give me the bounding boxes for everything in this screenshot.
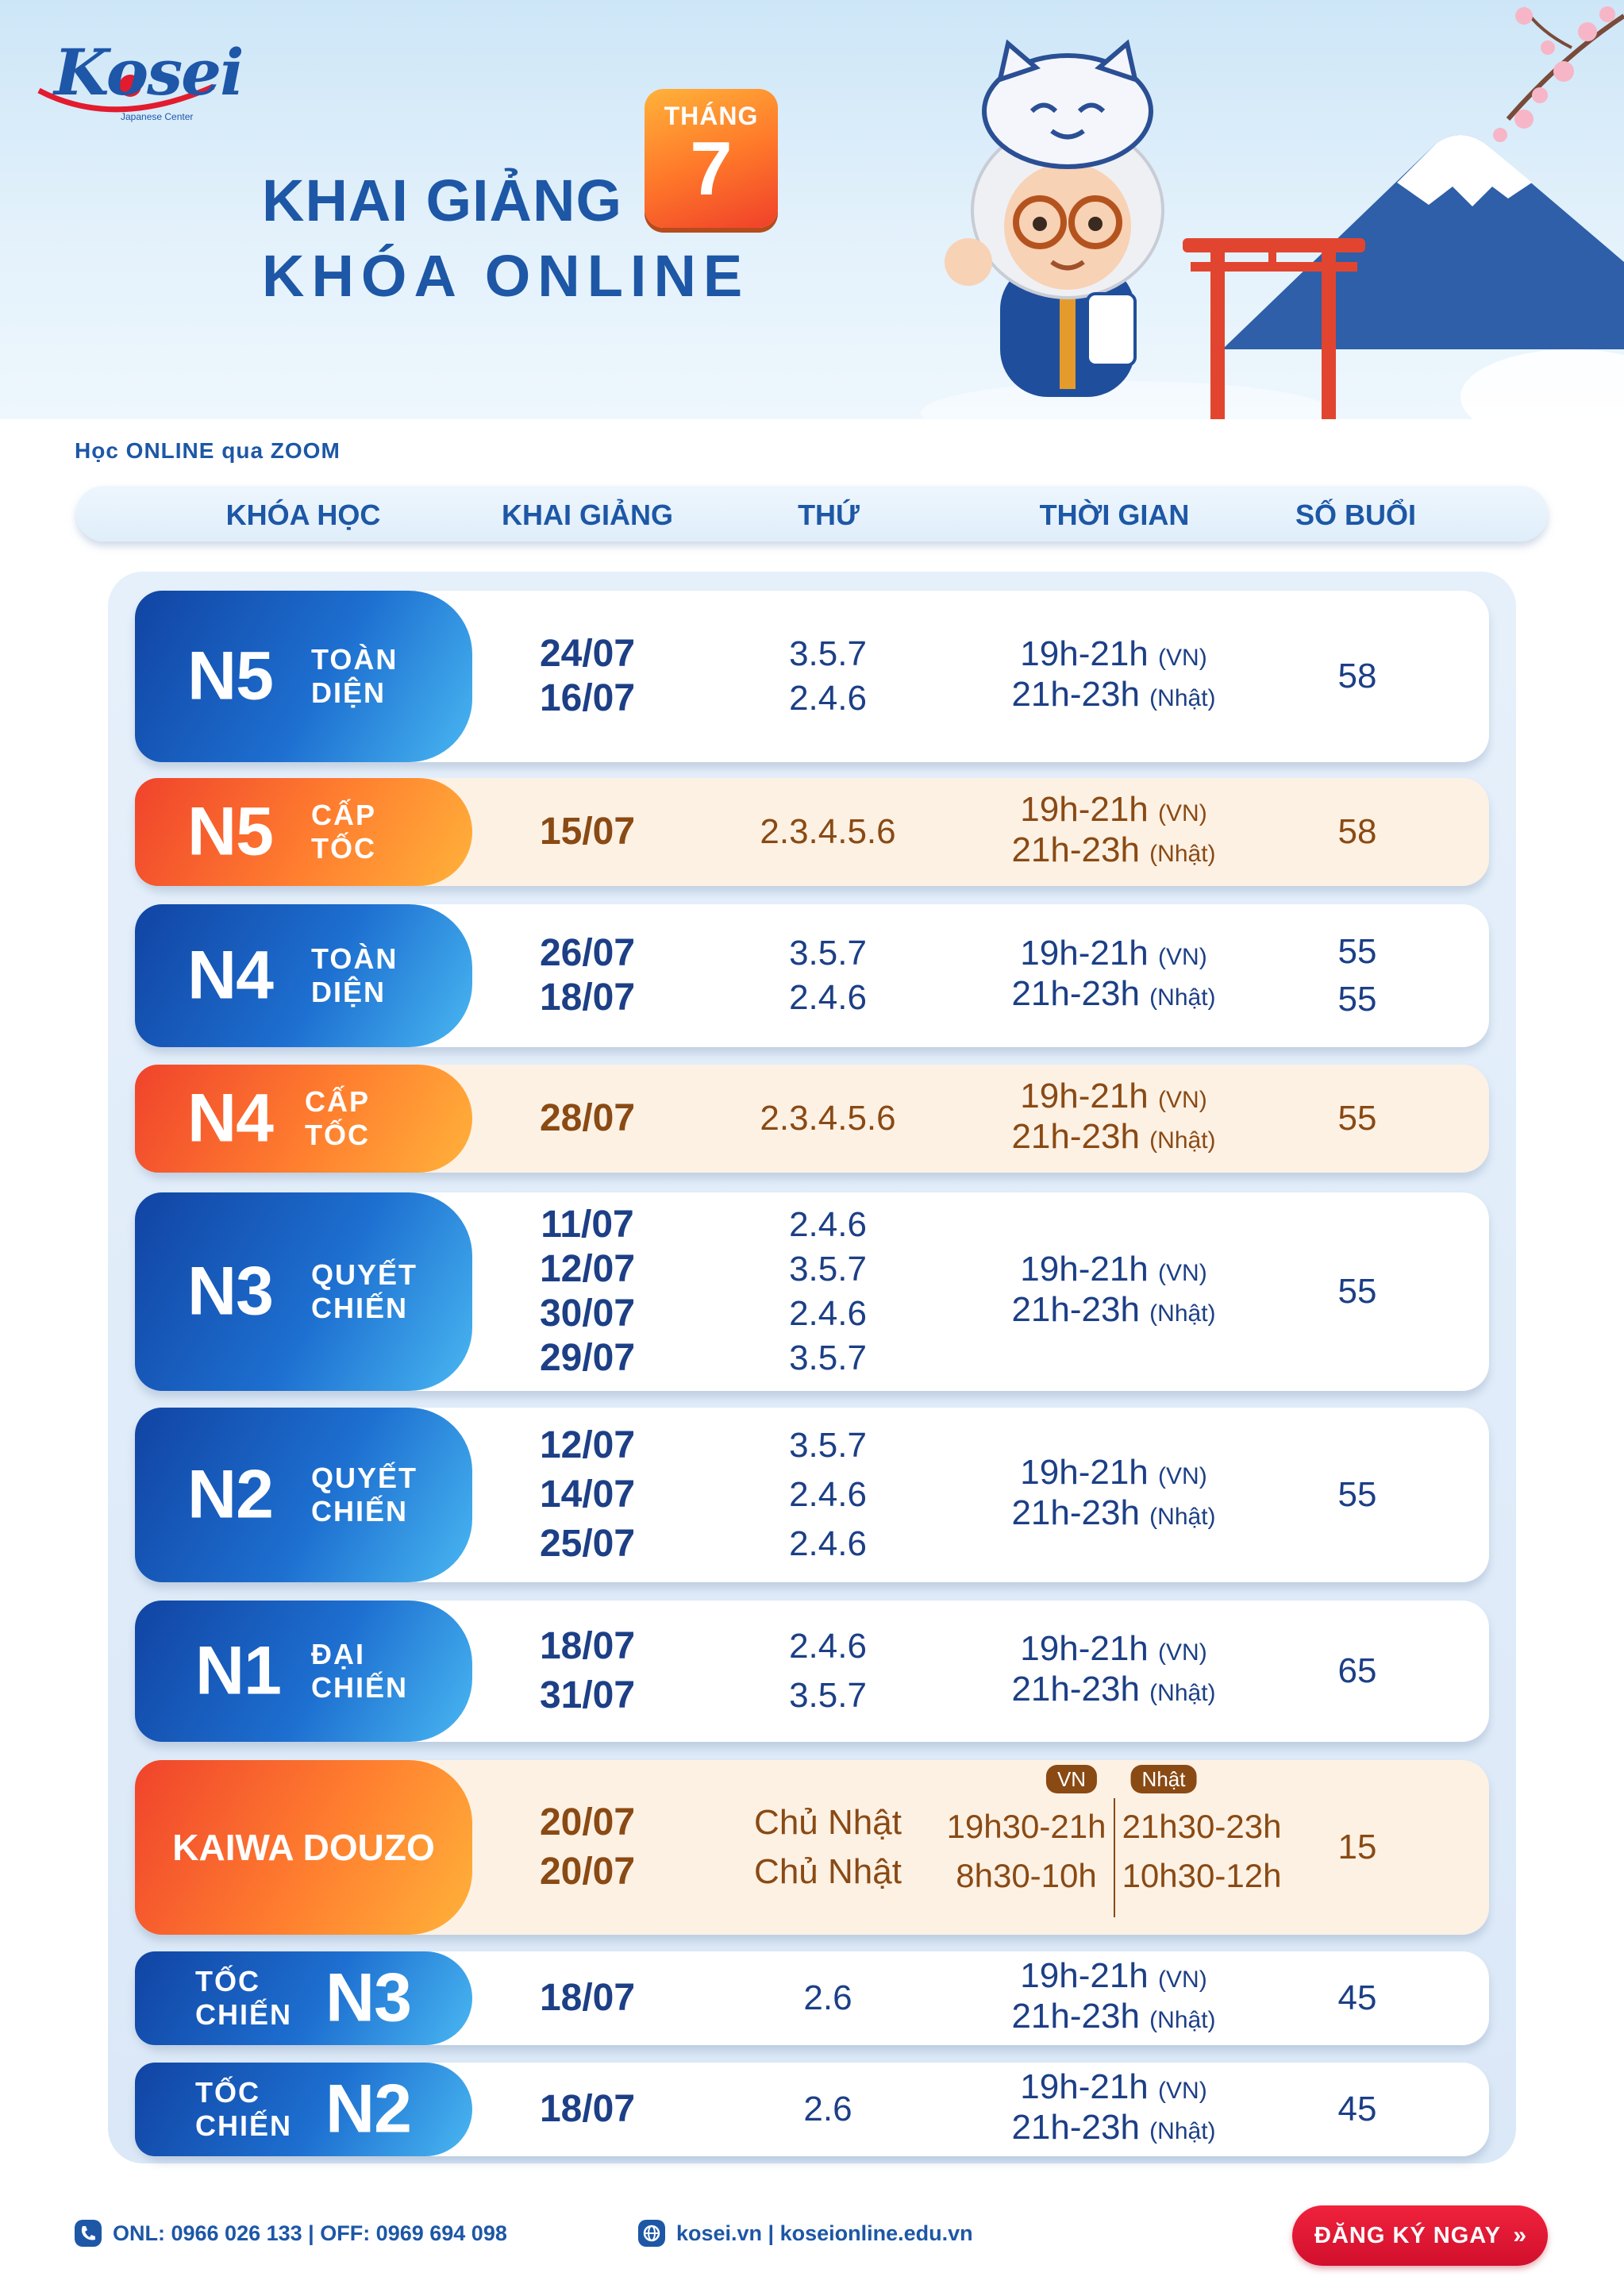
session-count: 55 — [1337, 1099, 1377, 1138]
column-weekday: THỨ — [798, 499, 860, 531]
course-row-n2-quyet-chien — [135, 1408, 1489, 1582]
phone-icon — [75, 2220, 102, 2247]
session-count: 65 — [1337, 1651, 1377, 1690]
time-slots: 19h-21h (VN) 21h-23h (Nhật) — [1011, 934, 1216, 1013]
course-code: N5 — [187, 638, 273, 715]
start-dates: 18/07 31/07 — [539, 1625, 636, 1716]
time-vn-1: 19h30-21h — [946, 1808, 1106, 1845]
course-name: ĐẠI CHIẾN — [311, 1638, 409, 1704]
start-dates: 20/07 20/07 — [539, 1801, 636, 1893]
course-name: QUYẾT CHIẾN — [311, 1258, 418, 1324]
badge-vn: VN — [1046, 1765, 1097, 1793]
kosei-logo — [35, 35, 243, 122]
time-slots: 19h-21h (VN) 21h-23h (Nhật) — [1011, 790, 1216, 869]
course-row-toc-chien-n2 — [135, 2063, 1489, 2156]
course-code: N2 — [187, 1456, 273, 1533]
time-slots: 19h-21h (VN) 21h-23h (Nhật) — [1011, 634, 1216, 714]
globe-icon — [638, 2220, 665, 2247]
course-row-n1-dai-chien — [135, 1601, 1489, 1742]
course-badge — [135, 1065, 472, 1173]
column-course: KHÓA HỌC — [225, 499, 381, 531]
course-name: CẤP TỐC — [305, 1085, 371, 1151]
session-count: 58 — [1337, 812, 1377, 851]
logo-text: Kosei — [54, 35, 243, 110]
session-count: 55 — [1337, 1272, 1377, 1311]
course-name: QUYẾT CHIẾN — [311, 1462, 418, 1527]
subtitle: Học ONLINE qua ZOOM — [75, 438, 341, 463]
course-code: N4 — [187, 937, 273, 1014]
badge-japan: Nhật — [1131, 1765, 1197, 1793]
time-jp-1: 21h30-23h — [1122, 1808, 1282, 1845]
column-header — [76, 486, 1548, 541]
month-label: THÁNG — [664, 102, 759, 130]
weekdays: 2.4.6 3.5.7 2.4.6 3.5.7 — [789, 1205, 867, 1377]
course-badge — [135, 1760, 472, 1935]
session-count: 15 — [1337, 1828, 1377, 1866]
course-name: TỐC CHIẾN — [195, 2076, 293, 2142]
start-dates: 12/07 14/07 25/07 — [539, 1424, 636, 1565]
time-divider — [1114, 1798, 1115, 1917]
time-slots: 19h-21h (VN) 21h-23h (Nhật) — [1011, 1453, 1216, 1532]
weekdays: 2.3.4.5.6 — [760, 1099, 896, 1138]
session-count: 55 55 — [1337, 932, 1377, 1019]
mascot-icon — [945, 44, 1163, 397]
column-sessions: SỐ BUỔI — [1295, 499, 1417, 531]
session-count: 45 — [1337, 1978, 1377, 2017]
course-code: N2 — [325, 2071, 411, 2148]
time-slots: 19h-21h (VN) 21h-23h (Nhật) — [1011, 2067, 1216, 2147]
start-dates: 11/07 12/07 30/07 29/07 — [539, 1204, 636, 1379]
column-start-date: KHAI GIẢNG — [502, 499, 673, 531]
course-code: N3 — [187, 1253, 273, 1330]
column-time: THỜI GIAN — [1039, 499, 1190, 531]
time-jp-2: 10h30-12h — [1122, 1857, 1282, 1894]
weekdays: Chủ Nhật Chủ Nhật — [754, 1803, 902, 1891]
course-row-n4-toan-dien — [135, 904, 1489, 1047]
session-count: 45 — [1337, 2090, 1377, 2128]
weekdays: 2.4.6 3.5.7 — [789, 1627, 867, 1715]
weekdays: 2.6 — [803, 1978, 852, 2017]
month-badge — [645, 89, 778, 228]
course-badge — [135, 1601, 472, 1742]
weekdays: 3.5.7 2.4.6 2.4.6 — [789, 1426, 867, 1563]
course-name: TOÀN DIỆN — [311, 643, 398, 709]
start-dates: 24/07 16/07 — [539, 633, 636, 719]
course-code: N5 — [187, 793, 273, 870]
course-name: TOÀN DIỆN — [311, 942, 398, 1008]
register-now-button[interactable] — [1292, 2205, 1548, 2266]
weekdays: 3.5.7 2.4.6 — [789, 934, 867, 1017]
website-links[interactable]: kosei.vn | koseionline.edu.vn — [676, 2221, 973, 2245]
course-code: KAIWA DOUZO — [172, 1827, 435, 1868]
course-code: N3 — [325, 1959, 411, 2036]
mascot-mountain-illustration — [889, 0, 1624, 419]
time-slots: 19h-21h (VN) 21h-23h (Nhật) — [1011, 1956, 1216, 2036]
weekdays: 2.6 — [803, 2090, 852, 2128]
logo-subtitle: Japanese Center — [121, 111, 194, 122]
weekdays: 3.5.7 2.4.6 — [789, 634, 867, 718]
course-row-toc-chien-n3 — [135, 1951, 1489, 2045]
course-name: CẤP TỐC — [311, 799, 377, 865]
time-slots: 19h-21h (VN) 21h-23h (Nhật) — [1011, 1629, 1216, 1708]
hero-banner — [0, 0, 1624, 419]
course-badge — [135, 904, 472, 1047]
headline-line-1: KHAI GIẢNG — [262, 168, 622, 233]
time-slots: 19h-21h (VN) 21h-23h (Nhật) — [1011, 1077, 1216, 1156]
start-dates: 28/07 — [539, 1097, 636, 1139]
course-badge — [135, 2063, 472, 2156]
course-name: TỐC CHIẾN — [195, 1965, 293, 2031]
double-arrow-icon: » — [1513, 2222, 1527, 2248]
course-badge — [135, 778, 472, 886]
course-badge — [135, 591, 472, 762]
course-row-n5-cap-toc — [135, 778, 1489, 886]
weekdays: 2.3.4.5.6 — [760, 812, 896, 851]
course-code: N4 — [187, 1080, 273, 1157]
course-row-n3-quyet-chien — [135, 1192, 1489, 1391]
phone-numbers[interactable]: ONL: 0966 026 133 | OFF: 0969 694 098 — [113, 2221, 507, 2245]
start-dates: 15/07 — [539, 811, 636, 853]
start-dates: 18/07 — [539, 2088, 636, 2130]
course-badge — [135, 1408, 472, 1582]
time-vn-2: 8h30-10h — [956, 1857, 1097, 1894]
course-row-n4-cap-toc — [135, 1065, 1489, 1173]
register-label: ĐĂNG KÝ NGAY — [1314, 2223, 1501, 2248]
session-count: 58 — [1337, 657, 1377, 695]
start-dates: 18/07 — [539, 1977, 636, 2019]
course-row-kaiwa-douzo — [135, 1760, 1489, 1935]
footer — [0, 2199, 1624, 2279]
month-number: 7 — [690, 126, 733, 211]
time-slots: 19h-21h (VN) 21h-23h (Nhật) — [1011, 1250, 1216, 1329]
course-code: N1 — [195, 1632, 281, 1709]
start-dates: 26/07 18/07 — [539, 932, 636, 1019]
session-count: 55 — [1337, 1475, 1377, 1514]
course-row-n5-toan-dien — [135, 591, 1489, 762]
headline-line-2: KHÓA ONLINE — [262, 243, 750, 309]
course-badge — [135, 1951, 472, 2045]
course-badge — [135, 1192, 472, 1391]
